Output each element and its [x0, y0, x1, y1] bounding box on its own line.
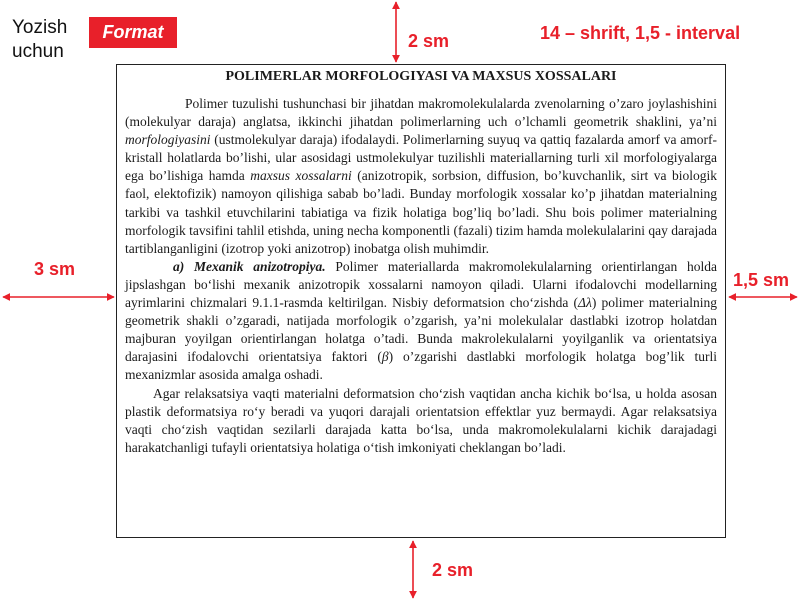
bottom-margin-label: 2 sm	[432, 560, 474, 580]
paragraph-relaxation	[125, 385, 717, 457]
top-margin-label: 2 sm	[408, 31, 450, 51]
document-title: POLIMERLAR MORFOLOGIYASI VA MAXSUS XOSSALARI	[225, 69, 617, 84]
section-lead: a) Mexanik anizotropiya.	[173, 258, 326, 274]
text-run: (ustmolekulyar daraja) ifodalaydi. Polimerlarning suyuq va qattiq fazalarda amorf va amorf-kristall holatlarda bo’lishi, ular asosidagi ustmolekulyar tuzilishli materiallarning turli xil morfologiyalarga ega bo’lishiga hamda	[125, 132, 717, 184]
corner-label: Yozish uchun	[12, 17, 68, 62]
text-run: ) o’zgarishi dastlabki morfologik holatga bog’lik turli mexanizmlar asosida amalga oshadi.	[125, 349, 717, 383]
symbol-beta: β	[381, 349, 389, 365]
symbol-delta-lambda: Δλ	[578, 295, 592, 311]
font-spec-label: 14 – shrift, 1,5 - interval	[540, 23, 741, 43]
paragraph-intro	[125, 95, 717, 258]
text-run: Polimer materiallarda makromolekulalarning orientirlangan holda jipslashgan bo‘lishi mexanik anizotropik xossalarni namoyon qiladi. Ularni ifodalovchi modellarning ayrimlarini chizmalari 9.1.1-rasmda keltirilgan. Nisbiy deformatsion cho‘zishda (	[125, 258, 717, 311]
text-run: Polimer tuzulishi tushunchasi bir jihatdan makromolekulalarda zvenolarning o’zaro joylashishini (molekulyar daraja) anglatsa, ikkinchi jihatdan polimerlarning uch o’lchamli geometrik shaklini, ya’ni	[125, 96, 717, 130]
format-badge: Format	[89, 17, 177, 48]
text-run: Agar relaksatsiya vaqti materialni deformatsion cho‘zish vaqtidan ancha kichik bo‘lsa, u holda asosan plastik deformatsiya ro‘y beradi va yuqori darajali orientatsion effektlar yuz bermaydi. Agar relaksatsiya vaqti cho‘zish vaqtidan sezilarli darajada katta bo‘lsa, unda makromolekulalarni kichik darajadagi harakatchanligi tufayli orientatsiya holatiga o‘tish imkoniyati cheklangan bo’ladi.	[125, 385, 717, 455]
document-page	[116, 64, 726, 538]
italic-term: morfologiyasini	[125, 132, 211, 148]
paragraph-mechanical-anisotropy	[125, 258, 717, 385]
text-run: (anizotropik, sorbsion, diffusion, bo’kuvchanlik, sirt va biologik faol, elektofizik) namoyon qilishiga sabab bo’ladi. Bunday morfologik xossalar ko’p jihatdan materialning tarkibi va tashkil etuvchilarini tabiatiga va fizik holatiga bog’liq bo’ladi. Shu bois polimer materialning morfologik tavsifini tahlil etishda, uning necha komponentli (fazali) tizim hamda molekulalarini qay darajada tartiblanganligini (izotrop yoki anizotrop) inobatga olish muhimdir.	[125, 168, 717, 256]
right-margin-label: 1,5 sm	[733, 270, 790, 290]
italic-term: maxsus xossalarni	[250, 168, 352, 184]
text-run: ) polimer materialning geometrik shakli o’zgaradi, natijada morfologik o’zgarish, ya’ni molekulalar dastlabki izotrop holatdan majburan yoyilgan orientirlangan holatga o’tadi. Bunda makrolekulalarni yoyilganlik va orientatsiya darajasini ifodalovchi orientatsiya faktori (	[125, 295, 717, 365]
left-margin-label: 3 sm	[34, 259, 76, 279]
